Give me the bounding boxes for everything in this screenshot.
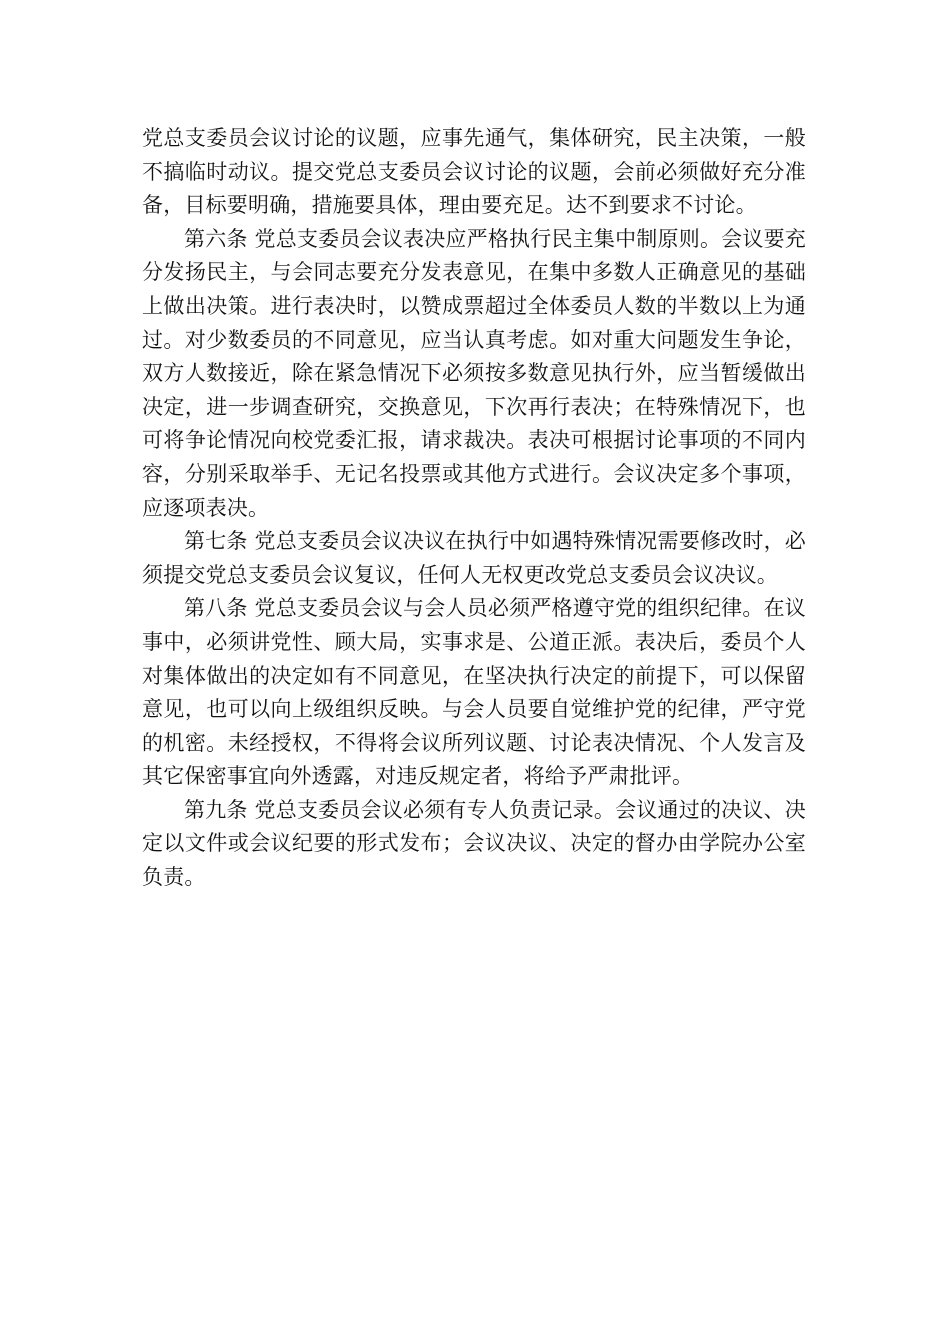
paragraph-continuation: 党总支委员会议讨论的议题，应事先通气，集体研究，民主决策，一般不搞临时动议。提交党总支委员会议讨论的议题，会前必须做好充分准备，目标要明确，措施要具体，理由要充足。达不到要求不讨论。 bbox=[142, 126, 806, 218]
paragraph-article-7: 第七条 党总支委员会议决议在执行中如遇特殊情况需要修改时，必须提交党总支委员会议复议，任何人无权更改党总支委员会议决议。 bbox=[142, 529, 806, 587]
paragraph-article-6: 第六条 党总支委员会议表决应严格执行民主集中制原则。会议要充分发扬民主，与会同志要充分发表意见，在集中多数人正确意见的基础上做出决策。进行表决时，以赞成票超过全体委员人数的半数以上为通过。对少数委员的不同意见，应当认真考虑。如对重大问题发生争论，双方人数接近，除在紧急情况下必须按多数意见执行外，应当暂缓做出决定，进一步调查研究，交换意见，下次再行表决；在特殊情况下，也可将争论情况向校党委汇报，请求裁决。表决可根据讨论事项的不同内容，分别采取举手、无记名投票或其他方式进行。会议决定多个事项，应逐项表决。 bbox=[142, 226, 806, 520]
paragraph-article-8: 第八条 党总支委员会议与会人员必须严格遵守党的组织纪律。在议事中，必须讲党性、顾大局，实事求是、公道正派。表决后，委员个人对集体做出的决定如有不同意见，在坚决执行决定的前提下，可以保留意见，也可以向上级组织反映。与会人员要自觉维护党的纪律，严守党的机密。未经授权，不得将会议所列议题、讨论表决情况、个人发言及其它保密事宜向外透露，对违反规定者，将给予严肃批评。 bbox=[142, 596, 806, 789]
paragraph-article-9: 第九条 党总支委员会议必须有专人负责记录。会议通过的决议、决定以文件或会议纪要的形式发布；会议决议、决定的督办由学院办公室负责。 bbox=[142, 797, 806, 890]
document-body bbox=[142, 122, 806, 895]
